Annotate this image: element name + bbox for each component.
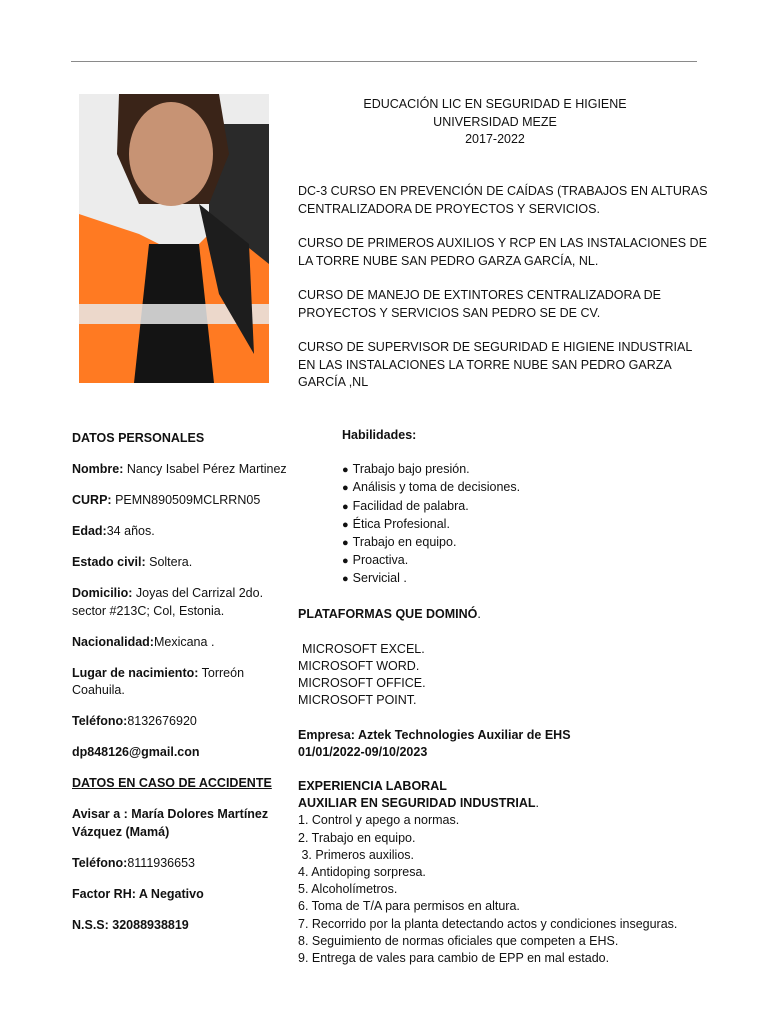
task-item: 3. Primeros auxilios. — [298, 847, 415, 862]
course-item: CURSO DE MANEJO DE EXTINTORES CENTRALIZADORA DE PROYECTOS Y SERVICIOS SAN PEDRO SE DE CV. — [298, 288, 662, 320]
nationality-label: Nacionalidad: — [72, 634, 154, 649]
nationality-row — [72, 634, 292, 652]
skill-item: ● Proactiva. — [342, 552, 718, 570]
task-item: 4. Antidoping sorpresa. — [298, 865, 426, 880]
task-item: 5. Alcoholímetros. — [298, 882, 398, 897]
skills-experience-column — [298, 427, 718, 967]
nss-number: N.S.S: 32088938819 — [72, 917, 189, 932]
emergency-phone-label: Teléfono: — [72, 855, 128, 870]
platform-item: MICROSOFT WORD. — [298, 659, 420, 674]
age-value: 34 años. — [106, 524, 155, 538]
phone-value: 8132676920 — [127, 714, 197, 728]
curp-row — [72, 492, 292, 510]
address-row — [72, 585, 292, 620]
employment-dates: 01/01/2022-09/10/2023 — [298, 744, 428, 759]
accident-data-title: DATOS EN CASO DE ACCIDENTE — [72, 776, 272, 790]
task-item: 2. Trabajo en equipo. — [298, 830, 416, 845]
name-row — [72, 461, 292, 479]
course-item: CURSO DE PRIMEROS AUXILIOS Y RCP EN LAS INSTALACIONES DE LA TORRE NUBE SAN PEDRO GARZA GARCÍA, NL. — [298, 236, 707, 268]
education-degree: EDUCACIÓN LIC EN SEGURIDAD E HIGIENE — [363, 97, 627, 111]
platforms-title-text: PLATAFORMAS QUE DOMINÓ — [298, 606, 478, 621]
course-item: DC-3 CURSO EN PREVENCIÓN DE CAÍDAS (TRABAJOS EN ALTURAS CENTRALIZADORA DE PROYECTOS Y SERVICIOS. — [298, 184, 708, 216]
skill-item: ● Facilidad de palabra. — [342, 498, 718, 516]
name-label: Nombre: — [72, 462, 124, 476]
emergency-phone-value: 8111936653 — [127, 855, 195, 870]
skills-list — [342, 461, 718, 588]
skills-title: Habilidades: — [342, 428, 417, 442]
personal-data-title: DATOS PERSONALES — [72, 431, 205, 445]
education-years: 2017-2022 — [465, 132, 525, 146]
age-label: Edad: — [72, 524, 107, 538]
phone-label: Teléfono: — [72, 714, 128, 728]
platform-item: MICROSOFT POINT. — [298, 693, 417, 708]
profile-photo — [79, 94, 269, 383]
task-item: 9. Entrega de vales para cambio de EPP en mal estado. — [298, 951, 610, 966]
curp-value: PEMN890509MCLRRN05 — [111, 493, 261, 507]
experience-role-text: AUXILIAR EN SEGURIDAD INDUSTRIAL — [298, 796, 536, 811]
name-value: Nancy Isabel Pérez Martinez — [123, 462, 287, 476]
course-item: CURSO DE SUPERVISOR DE SEGURIDAD E HIGIENE INDUSTRIAL EN LAS INSTALACIONES LA TORRE NUBE SAN PEDRO GARZA GARCÍA ,NL — [298, 340, 692, 389]
platforms-title-period: . — [477, 606, 481, 621]
experience-title: EXPERIENCIA LABORAL — [298, 779, 447, 794]
blood-type: Factor RH: A Negativo — [72, 886, 204, 901]
phone-row — [72, 713, 292, 731]
age-row — [72, 523, 292, 541]
skill-item: ● Análisis y toma de decisiones. — [342, 479, 718, 497]
emergency-phone-row — [72, 855, 292, 873]
experience-role-period: . — [535, 796, 539, 811]
birthplace-row — [72, 665, 292, 700]
courses-list — [298, 183, 708, 409]
nationality-value: Mexicana . — [153, 634, 215, 649]
skill-item: ● Servicial . — [342, 570, 718, 588]
platform-item: MICROSOFT EXCEL. — [302, 641, 425, 656]
company-name: Empresa: Aztek Technologies Auxiliar de EHS — [298, 727, 571, 742]
platforms-title — [298, 606, 718, 623]
address-value: Joyas del Carrizal 2do. sector #213C; Col, Estonia. — [72, 586, 264, 618]
address-label: Domicilio: — [72, 586, 133, 600]
skill-item: ● Trabajo bajo presión. — [342, 461, 718, 479]
civil-status-value: Soltera. — [145, 555, 193, 569]
tasks-list — [298, 812, 718, 967]
skill-item: ● Ética Profesional. — [342, 516, 718, 534]
task-item: 7. Recorrido por la planta detectando actos y condiciones inseguras. — [298, 916, 678, 931]
curp-label: CURP: — [72, 493, 112, 507]
education-block — [300, 96, 710, 149]
experience-role — [298, 795, 718, 812]
platform-item: MICROSOFT OFFICE. — [298, 676, 426, 691]
birthplace-label: Lugar de nacimiento: — [72, 665, 199, 680]
civil-status-label: Estado civil: — [72, 555, 146, 569]
skill-item: ● Trabajo en equipo. — [342, 534, 718, 552]
task-item: 8. Seguimiento de normas oficiales que competen a EHS. — [298, 933, 619, 948]
header-rule — [71, 61, 697, 62]
birthplace-value: Torreón Coahuila. — [72, 665, 245, 697]
personal-data-column — [72, 430, 292, 948]
emergency-contact: Avisar a : María Dolores Martínez Vázquez (Mamá) — [72, 807, 269, 839]
civil-status-row — [72, 554, 292, 572]
email-text: dp848126@gmail.con — [72, 745, 200, 759]
education-university: UNIVERSIDAD MEZE — [433, 114, 557, 129]
task-item: 1. Control y apego a normas. — [298, 813, 460, 828]
platforms-list — [298, 641, 718, 710]
task-item: 6. Toma de T/A para permisos en altura. — [298, 899, 520, 914]
